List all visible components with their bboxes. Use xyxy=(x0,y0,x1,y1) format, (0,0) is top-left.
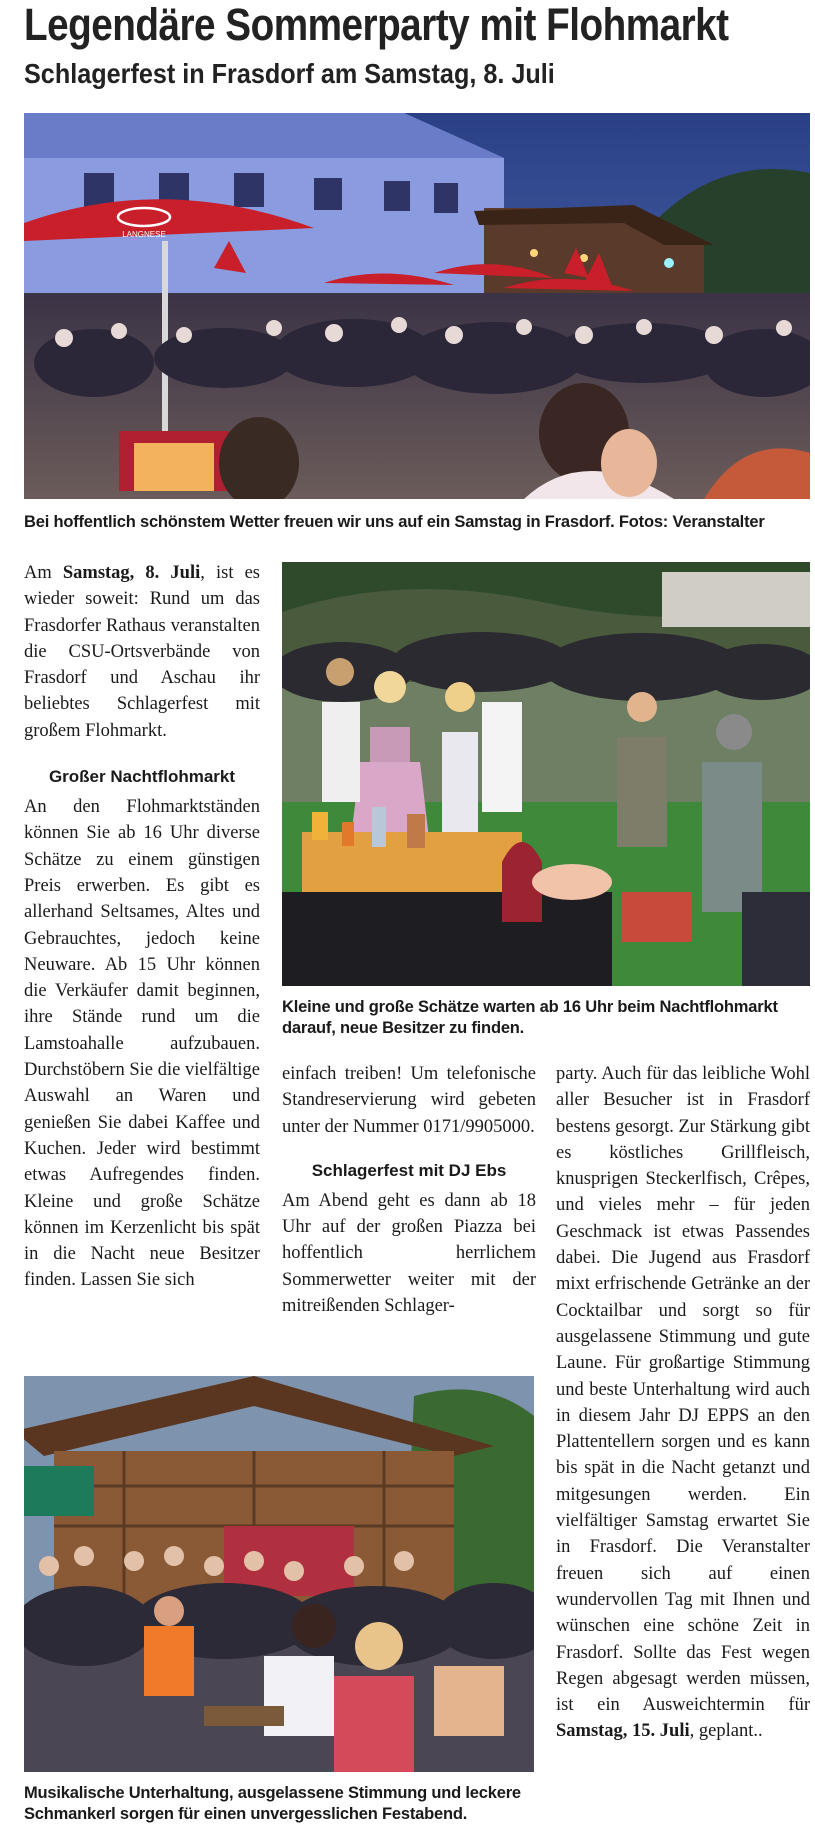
subheading-schlagerfest: Schlagerfest mit DJ Ebs xyxy=(311,1160,507,1180)
paragraph-schlagerfest: Am Abend geht es dann ab 18 Uhr auf der großen Piazza bei hoffentlich herrlichem Sommerwetter weiter mit der mitreißenden Schlager- xyxy=(282,1190,536,1317)
photo-festival-evening xyxy=(24,113,810,499)
final-date: Samstag, 15. Juli xyxy=(556,1721,690,1742)
caption-top-photo: Bei hoffentlich schönstem Wetter freuen wir uns auf ein Samstag in Frasdorf. Fotos: Veranstalter xyxy=(24,513,765,531)
subheading-nachtflohmarkt: Großer Nachtflohmarkt xyxy=(48,767,236,787)
article-column-2 xyxy=(282,1061,536,1319)
lead-paragraph xyxy=(24,560,260,744)
lead-prefix: Am xyxy=(24,563,52,583)
headline: Legendäre Sommerparty mit Flohmarkt xyxy=(24,0,729,50)
caption-bottom-photo: Musikalische Unterhaltung, ausgelassene Stimmung und leckere Schmankerl sorgen für einen unvergesslichen Festabend. xyxy=(24,1784,521,1823)
umbrella-logo-text: LANGNESE xyxy=(122,230,166,239)
article-column-3 xyxy=(556,1061,810,1745)
photo-festival-stage xyxy=(24,1376,534,1772)
photo-flea-market xyxy=(282,562,810,986)
subheadline: Schlagerfest in Frasdorf am Samstag, 8. Juli xyxy=(24,58,555,89)
article-column-1 xyxy=(24,560,260,1294)
paragraph-party xyxy=(556,1061,810,1745)
lead-date: Samstag, 8. Juli xyxy=(62,563,201,583)
caption-middle-photo: Kleine und große Schätze warten ab 16 Uhr beim Nachtflohmarkt darauf, neue Besitzer zu finden. xyxy=(282,998,778,1037)
final-rest: , geplant.. xyxy=(689,1721,763,1742)
paragraph-flohmarkt: An den Flohmarktständen können Sie ab 16 Uhr diverse Schätze zu einem günstigen Preis erwerben. Es gibt es allerhand Seltsames, Altes und Gebrauchtes, jedoch keine Neuware. Ab 15 Uhr können die Verkäufer damit beginnen, ihre Stände rund um die Lamstoahalle aufzubauen. Durchstöbern Sie die vielfältige Auswahl an Waren und genießen Sie dabei Kaffee und Kuchen. Jeder wird bestimmt etwas Aufregendes finden. Kleine und große Schätze können im Kerzenlicht bis spät in die Nacht neue Besitzer finden. Lassen Sie sich xyxy=(24,797,260,1291)
paragraph-reservation: einfach treiben! Um telefonische Standreservierung wird gebeten unter der Nummer 0171/9905000. xyxy=(282,1064,536,1137)
lead-rest: , ist es wieder soweit: Rund um das Frasdorfer Rathaus veranstalten die CSU-Ortsverbände von Frasdorf und Aschau ihr beliebtes Schlagerfest mit großem Flohmarkt. xyxy=(24,563,261,741)
party-text: party. Auch für das leibliche Wohl aller Besucher ist in Frasdorf bestens gesorgt. Zur Stärkung gibt es köstliches Grillfleisch, knusprigen Steckerlfisch, Crêpes, und vieles mehr – für jeden Geschmack ist etwas Passendes dabei. Die Jugend aus Frasdorf mixt erfrischende Getränke an der Cocktailbar und sorgt so für ausgelassene Stimmung und gute Laune. Für großartige Stimmung und beste Unterhaltung wird auch in diesem Jahr DJ EPPS an den Plattentellern sorgen und es kann bis spät in die Nacht getanzt und mitgesungen werden. Ein vielfältiger Samstag erwartet Sie in Frasdorf. Die Veranstalter freuen sich auf einen wundervollen Tag mit Ihnen und wünschen eine schöne Zeit in Frasdorf. Sollte das Fest wegen Regen abgesagt werden müssen, ist ein Ausweichtermin für xyxy=(556,1064,811,1716)
